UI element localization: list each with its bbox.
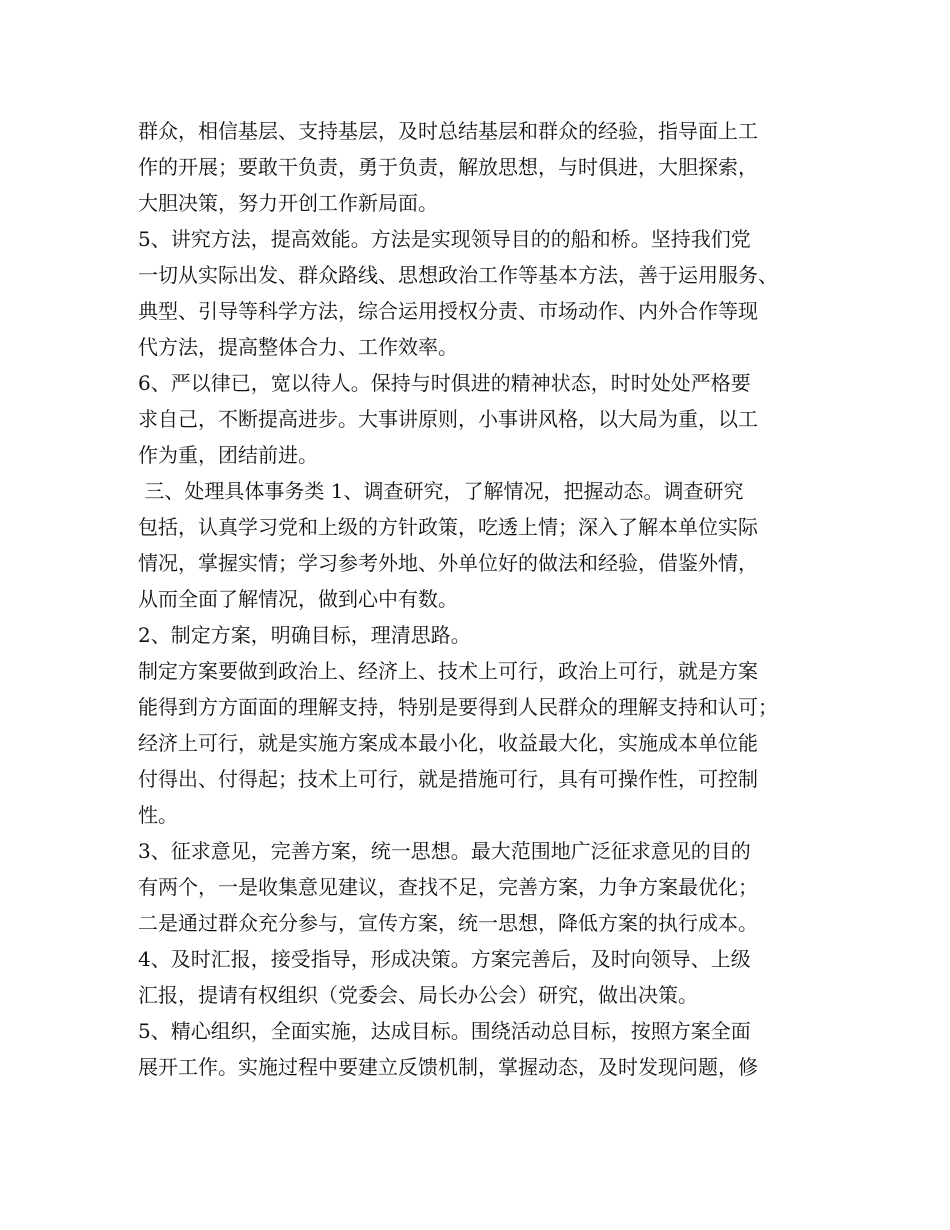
text-line: 6、严以律已，宽以待人。保持与时俱进的精神状态，时时处处严格要 <box>138 371 751 395</box>
text-line: 有两个，一是收集意见建议，查找不足，完善方案，力争方案最优化； <box>138 875 758 899</box>
text-line: 4、及时汇报，接受指导，形成决策。方案完善后，及时向领导、上级 <box>138 947 751 971</box>
text-line: 作的开展；要敢干负责，勇于负责，解放思想，与时俱进，大胆探索， <box>138 155 758 179</box>
text-line: 群众，相信基层、支持基层，及时总结基层和群众的经验，指导面上工 <box>138 119 758 143</box>
text-line: 代方法，提高整体合力、工作效率。 <box>138 335 458 359</box>
text-line: 经济上可行，就是实施方案成本最小化，收益最大化，实施成本单位能 <box>138 731 758 755</box>
text-line: 大胆决策，努力开创工作新局面。 <box>138 191 438 215</box>
text-line: 三、处理具体事务类 1、调查研究，了解情况，把握动态。调查研究 <box>138 479 744 503</box>
text-line: 能得到方方面面的理解支持，特别是要得到人民群众的理解支持和认可； <box>138 695 778 719</box>
text-line: 5、讲究方法，提高效能。方法是实现领导目的的船和桥。坚持我们党 <box>138 227 751 251</box>
text-line: 一切从实际出发、群众路线、思想政治工作等基本方法，善于运用服务、 <box>138 263 778 287</box>
document-body <box>138 113 838 1085</box>
text-line: 付得出、付得起；技术上可行，就是措施可行，具有可操作性，可控制 <box>138 767 758 791</box>
text-line: 2、制定方案，明确目标，理清思路。 <box>138 623 471 647</box>
text-line: 从而全面了解情况，做到心中有数。 <box>138 587 458 611</box>
text-line: 3、征求意见，完善方案，统一思想。最大范围地广泛征求意见的目的 <box>138 839 751 863</box>
text-line: 5、精心组织，全面实施，达成目标。围绕活动总目标，按照方案全面 <box>138 1019 751 1043</box>
text-line: 性。 <box>138 803 178 827</box>
text-line: 作为重，团结前进。 <box>138 443 318 467</box>
text-line: 制定方案要做到政治上、经济上、技术上可行，政治上可行，就是方案 <box>138 659 758 683</box>
text-line: 汇报，提请有权组织（党委会、局长办公会）研究，做出决策。 <box>138 983 698 1007</box>
text-line: 情况，掌握实情；学习参考外地、外单位好的做法和经验，借鉴外情， <box>138 551 758 575</box>
text-line: 二是通过群众充分参与，宣传方案，统一思想，降低方案的执行成本。 <box>138 911 758 935</box>
text-line: 包括，认真学习党和上级的方针政策，吃透上情；深入了解本单位实际 <box>138 515 758 539</box>
text-line: 求自己，不断提高进步。大事讲原则，小事讲风格，以大局为重，以工 <box>138 407 758 431</box>
text-line: 展开工作。实施过程中要建立反馈机制，掌握动态，及时发现问题，修 <box>138 1055 758 1079</box>
text-line: 典型、引导等科学方法，综合运用授权分责、市场动作、内外合作等现 <box>138 299 758 323</box>
